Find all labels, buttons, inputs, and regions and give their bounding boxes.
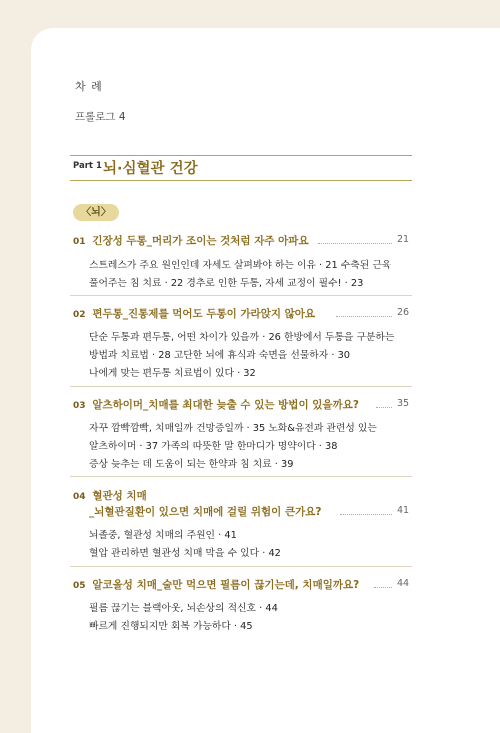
entry-subline: 스트레스가 주요 원인인데 자세도 살펴봐야 하는 이유 · 21 수축된 근육 <box>89 260 392 271</box>
prologue-entry[interactable]: 프롤로그 4 <box>75 111 126 123</box>
leader-dots <box>318 242 392 244</box>
part-divider-bottom <box>70 180 412 181</box>
entry-separator <box>70 295 412 296</box>
toc-entry-02[interactable] <box>73 306 315 321</box>
entry-title: 혈관성 치매 <box>92 490 147 502</box>
toc-entry-03[interactable] <box>73 397 359 412</box>
part-title: 뇌·심혈관 건강 <box>103 161 198 177</box>
entry-subline: 혈압 관리하면 혈관성 치매 막을 수 있다 · 42 <box>89 548 281 559</box>
entry-title: 알츠하이머_치매를 최대한 늦출 수 있는 방법이 있을까요? <box>92 399 359 411</box>
entry-page: 35 <box>397 398 410 409</box>
toc-entry-05[interactable] <box>73 577 359 592</box>
entry-page: 41 <box>397 505 410 516</box>
entry-subline: 풀어주는 침 치료 · 22 경추로 인한 두통, 자세 교정이 필수! · 23 <box>89 278 364 289</box>
entry-number: 04 <box>73 492 86 502</box>
toc-entry-04[interactable] <box>73 488 147 503</box>
entry-subline: 나에게 맞는 편두통 치료법이 있다 · 32 <box>89 368 256 379</box>
entry-subline: 증상 늦추는 데 도움이 되는 한약과 침 치료 · 39 <box>89 459 294 470</box>
entry-title-continued: _뇌혈관질환이 있으면 치매에 걸릴 위험이 큰가요? <box>89 506 322 518</box>
entry-separator <box>70 476 412 477</box>
entry-title: 긴장성 두통_머리가 조이는 것처럼 자주 아파요 <box>92 235 309 247</box>
entry-page: 44 <box>397 578 410 589</box>
leader-dots <box>374 586 392 588</box>
entry-subline: 알츠하이머 · 37 가족의 따뜻한 말 한마디가 명약이다 · 38 <box>89 441 338 452</box>
entry-subline: 뇌졸중, 혈관성 치매의 주원인 · 41 <box>89 530 237 541</box>
toc-entry-01[interactable] <box>73 233 309 248</box>
entry-title: 알코올성 치매_술만 먹으면 필름이 끊기는데, 치매일까요? <box>92 579 360 591</box>
section-pill: 〈뇌〉 <box>73 204 119 221</box>
leader-dots <box>336 315 392 317</box>
entry-separator <box>70 566 412 567</box>
entry-number: 02 <box>73 310 86 320</box>
entry-subline: 단순 두통과 편두통, 어떤 차이가 있을까 · 26 한방에서 두통을 구분하는 <box>89 332 395 343</box>
toc-title: 차 례 <box>75 80 103 93</box>
entry-title: 편두통_진통제를 먹어도 두통이 가라앉지 않아요 <box>92 308 316 320</box>
entry-page: 21 <box>397 234 410 245</box>
entry-subline: 빠르게 진행되지만 회복 가능하다 · 45 <box>89 621 253 632</box>
entry-number: 01 <box>73 237 86 247</box>
entry-number: 05 <box>73 581 86 591</box>
entry-number: 03 <box>73 401 86 411</box>
leader-dots <box>376 406 392 408</box>
entry-page: 26 <box>397 307 410 318</box>
toc-entry-04-subtitle[interactable] <box>89 504 321 519</box>
entry-subline: 필름 끊기는 블랙아웃, 뇌손상의 적신호 · 44 <box>89 603 278 614</box>
entry-subline: 방법과 치료법 · 28 고단한 뇌에 휴식과 숙면을 선물하자 · 30 <box>89 350 351 361</box>
part-divider-top <box>70 155 412 156</box>
leader-dots <box>340 513 392 515</box>
part-label: Part 1 <box>73 161 102 171</box>
entry-subline: 자꾸 깜빡깜빡, 치매일까 건망증일까 · 35 노화&유전과 관련성 있는 <box>89 423 377 434</box>
entry-separator <box>70 386 412 387</box>
